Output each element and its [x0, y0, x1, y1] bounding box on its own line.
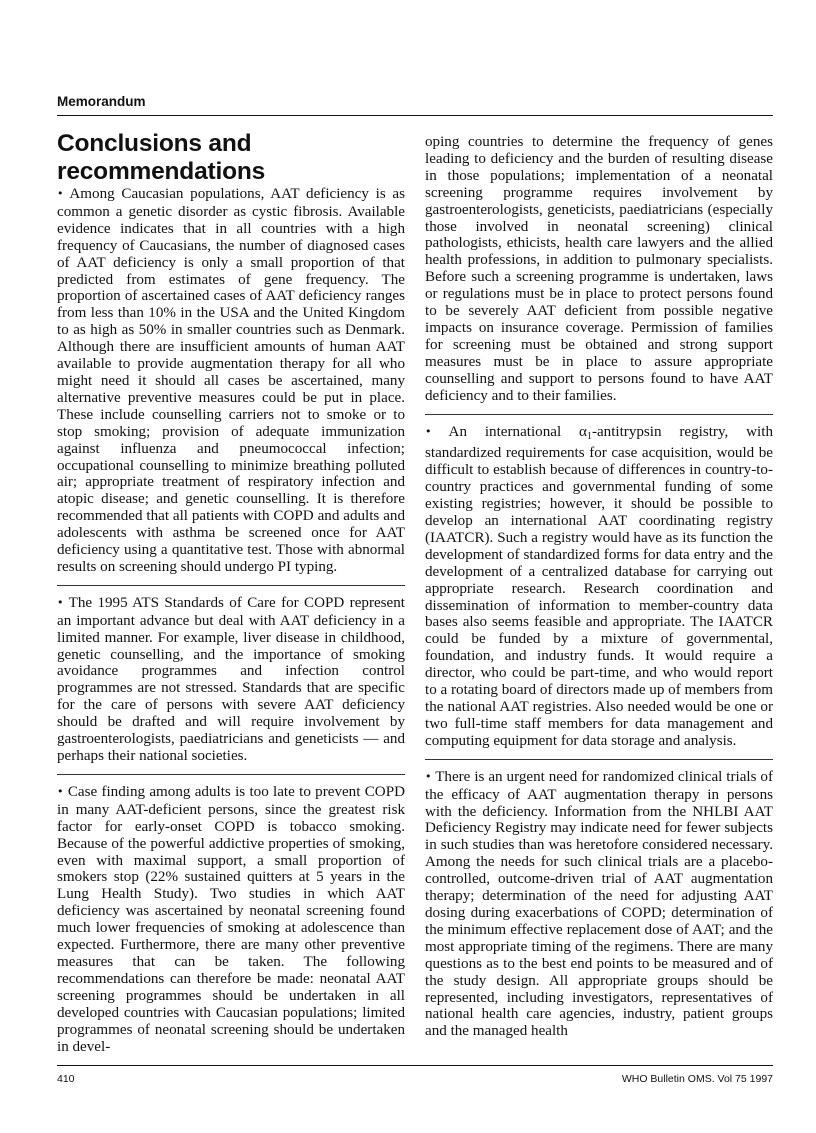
- paragraph-clinical-trials: [425, 769, 773, 1041]
- bullet-icon: •: [425, 424, 432, 438]
- paragraph-text: Among Caucasian populations, AAT deficiency is as common a genetic disorder as cystic fibrosis. Available evidence indicates that in all countries with a high frequency of Caucasians, the number of diagnosed cases of AAT deficiency is only a small proportion of that predicted from estimates of gene frequency. The proportion of ascertained cases of AAT deficiency ranges from less than 10% in the USA and the United Kingdom to as high as 50% in smaller countries such as Denmark. Although there are insufficient amounts of human AAT available to provide augmentation therapy for all who might need it should all cases be ascertained, many alternative preventive measures could be put in place. These include counselling carriers not to smoke or to stop smoking; provision of adequate immunization against influenza and pneumococcal infection; occupational counselling to minimize breathing polluted air; appropriate treatment of respiratory infection and atopic disease; and genetic counselling. It is therefore recommended that all patients with COPD and adults and adolescents with asthma be screened once for AAT deficiency using a quantitative test. Those with abnormal results on screening should undergo PI typing.: [57, 186, 406, 575]
- paragraph-registry: [425, 424, 773, 760]
- paragraph-case-ascertainment: [57, 186, 405, 586]
- bullet-icon: •: [57, 784, 64, 798]
- paragraph-text: oping countries to determine the frequency of genes leading to deficiency and the burden of resulting disease in those populations; implementation of a neonatal screening programme requires involvement by gastroenterologists, geneticists, paediatricians (especially those involved in neonatal screening) clinical pathologists, ethicists, health care lawyers and the allied health professions, in addition to pulmonary specialists. Before such a screening programme is undertaken, laws or regulations must be in place to protect persons found to be severely AAT deficient from possible negative impacts on insurance coverage. Permission of families for screening must be obtained and strong support measures must be in place to assure appropriate counselling and support to persons found to have AAT deficiency and to their families.: [425, 134, 773, 404]
- section-label: Memorandum: [57, 94, 146, 109]
- journal-reference: WHO Bulletin OMS. Vol 75 1997: [621, 1073, 773, 1085]
- bullet-icon: •: [57, 595, 64, 609]
- paragraph-case-finding: [57, 784, 405, 1056]
- alpha-subscript: 1: [586, 430, 592, 442]
- bullet-icon: •: [57, 187, 64, 200]
- footer-rule: [57, 1065, 773, 1066]
- right-column: [425, 134, 773, 1040]
- page-number: 410: [57, 1073, 75, 1085]
- paragraph-text: Case finding among adults is too late to prevent COPD in many AAT-deficient persons, since the greatest risk factor for early-onset COPD is tobacco smoking. Because of the powerful addictive properties of smoking, even with maximal support, a small proportion of smokers stop (22% sustained quitters at 5 years in the Lung Health Study). Two studies in which AAT deficiency was ascertained by neonatal screening found much lower frequencies of smoking at adolescence than expected. Furthermore, there are many other preventive measures that can be taken. The following recommendations can therefore be made: neonatal AAT screening programmes should be undertaken in all developed countries with Caucasian populations; limited programmes of neonatal screening should be undertaken in devel-: [57, 783, 405, 1055]
- paragraph-text-intro: An international: [448, 423, 580, 440]
- left-column: [57, 186, 405, 1055]
- bullet-icon: •: [425, 769, 432, 783]
- article-title: Conclusions and recommendations: [57, 130, 266, 185]
- paragraph-text: The 1995 ATS Standards of Care for COPD represent an important advance but deal with AAT deficiency in a limited manner. For example, liver disease in childhood, genetic counselling, and the importance of smoking avoidance programmes and infection control programmes are not stressed. Standards that are specific for the care of persons with severe AAT deficiency should be drafted and will require involvement by gastroenterologists, paediatricians and geneticists — and perhaps their national societies.: [57, 594, 405, 764]
- paragraph-ats-standards: [57, 595, 405, 775]
- header-rule: [57, 115, 773, 116]
- paragraph-neonatal-continuation: [425, 134, 773, 415]
- alpha-symbol: α: [579, 423, 587, 440]
- paragraph-text: -antitrypsin registry, with standardized requirements for case acquisition, would be difficult to establish because of differences in country-to-country practices and governmental funding of some existing registries; however, it should be possible to develop an international AAT coordinating registry (IAATCR). Such a registry would have as its function the development of standardized forms for data entry and the development of a centralized database for carrying out appropriate research. Research coordination and dissemination of information to member-country data bases also seems feasible and appropriate. The IAATCR could be funded by a mixture of governmental, foundation, and industry funds. It would require a director, who could be part-time, and who would report to a rotating board of directors made up of members from the national AAT registries. Also needed would be one or two full-time staff members for data management and computing equipment for data storage and analysis.: [425, 423, 773, 749]
- paragraph-text: There is an urgent need for randomized clinical trials of the efficacy of AAT augmentation therapy in persons with the deficiency. Information from the NHLBI AAT Deficiency Registry may indicate need for fewer subjects in such studies than was heretofore considered necessary. Among the needs for such clinical trials are a placebo-controlled, outcome-driven trial of AAT augmentation therapy; determination of the need for adjusting AAT dosing during exacerbations of COPD; determination of the minimum effective replacement dose of AAT; and the most appropriate timing of the regimens. There are many questions as to the best end points to be measured and of the study design. All appropriate groups should be represented, including investigators, representatives of national health care agencies, industry, patient groups and the managed health: [425, 768, 773, 1040]
